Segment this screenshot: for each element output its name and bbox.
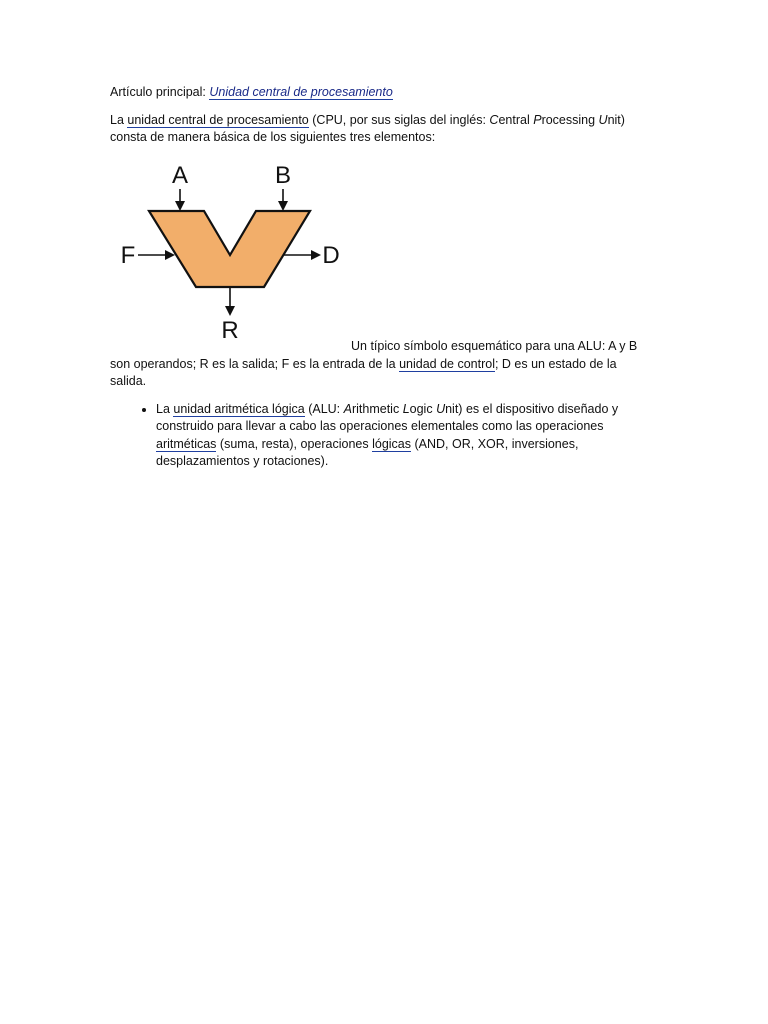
alu-body-shape	[149, 211, 310, 287]
main-article-prefix: Artículo principal:	[110, 85, 206, 99]
intro-c: C	[489, 112, 499, 127]
document-page	[110, 84, 650, 471]
label-b: B	[274, 161, 292, 189]
main-article-link[interactable]: Unidad central de procesamiento	[209, 85, 393, 99]
intro-line2: consta de manera básica de los siguientes tres elementos:	[110, 130, 436, 144]
bullet-l: L	[402, 401, 410, 416]
intro-p: P	[533, 112, 542, 127]
elements-list	[110, 401, 650, 471]
bullet-alu-open: (ALU:	[308, 401, 341, 416]
intro-paragraph	[110, 112, 650, 147]
bullet-rithmetic: rithmetic	[351, 401, 400, 416]
logic-link[interactable]: lógicas	[372, 436, 412, 451]
main-article-line	[110, 84, 650, 102]
caption-post-link: ; D es un estado de la salida.	[110, 356, 617, 388]
label-r: R	[221, 316, 239, 344]
intro-nit: nit)	[607, 112, 625, 127]
arithmetic-link[interactable]: aritméticas	[156, 436, 217, 451]
alu-schematic-diagram	[116, 161, 351, 346]
alu-figure-block	[110, 161, 650, 356]
control-unit-link[interactable]: unidad de control	[399, 356, 495, 371]
caption-pre-link: son operandos; R es la salida; F es la entrada de la	[110, 356, 396, 371]
label-a: A	[171, 161, 189, 189]
caption-rest	[110, 356, 650, 391]
intro-u: U	[598, 112, 608, 127]
intro-lead: La	[110, 112, 124, 127]
intro-entral: entral	[498, 112, 530, 127]
bullet-mid: (suma, resta), operaciones	[219, 436, 369, 451]
label-f: F	[120, 241, 136, 269]
bullet-ogic: ogic	[409, 401, 433, 416]
cpu-link[interactable]: unidad central de procesamiento	[127, 112, 309, 127]
caption-first-line: Un típico símbolo esquemático para una ALU: A y B	[351, 339, 638, 353]
alu-link[interactable]: unidad aritmética lógica	[173, 401, 305, 416]
bullet-end: (AND, OR, XOR, inversiones, desplazamientos y rotaciones).	[156, 436, 579, 468]
list-item	[156, 401, 650, 471]
bullet-a: A	[343, 401, 352, 416]
intro-rocessing: rocessing	[541, 112, 596, 127]
bullet-nit-rest: nit) es el dispositivo diseñado y construido para llevar a cabo las operaciones elementales como las operaciones	[156, 401, 619, 433]
intro-after: (CPU, por sus siglas del inglés:	[312, 112, 486, 127]
bullet-lead: La	[156, 401, 170, 416]
label-d: D	[322, 241, 340, 269]
bullet-u: U	[436, 401, 446, 416]
